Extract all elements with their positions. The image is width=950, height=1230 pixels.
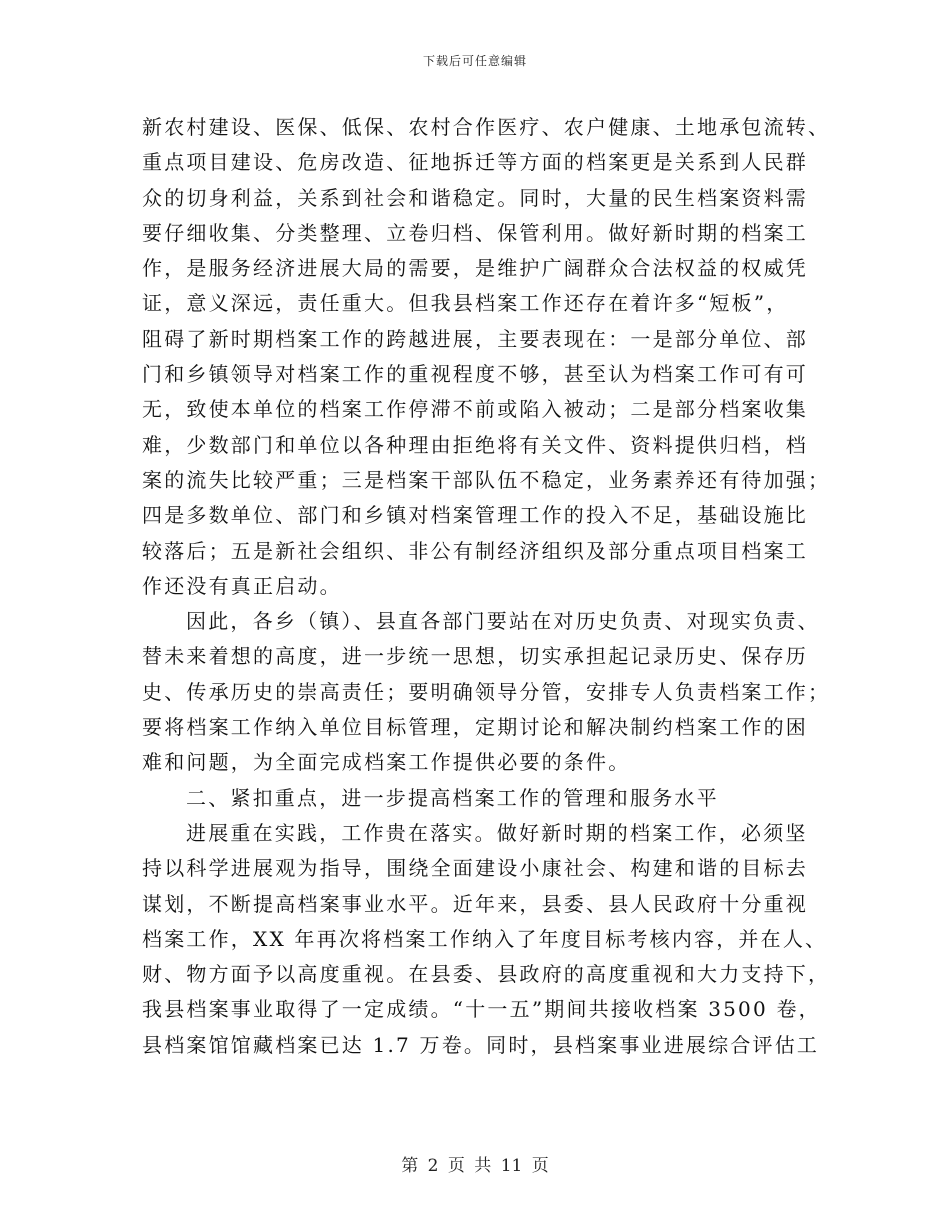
text-line: 要将档案工作纳入单位目标管理，定期讨论和解决制约档案工作的困 <box>142 715 808 740</box>
text-line: 四是多数单位、部门和乡镇对档案管理工作的投入不足，基础设施比 <box>142 503 808 528</box>
text-line: 无，致使本单位的档案工作停滞不前或陷入被动；二是部分档案收集 <box>142 397 808 422</box>
text-line: 证，意义深远，责任重大。但我县档案工作还存在着许多“短板”， <box>142 291 789 316</box>
text-line: 新农村建设、医保、低保、农村合作医疗、农户健康、土地承包流转、 <box>142 115 831 139</box>
document-body <box>142 110 831 1063</box>
text-line: 要仔细收集、分类整理、立卷归档、保管利用。做好新时期的档案工 <box>142 220 808 245</box>
page-header: 下载后可任意编辑 <box>422 54 527 68</box>
text-line: 难和问题，为全面完成档案工作提供必要的条件。 <box>142 750 631 775</box>
text-line: 案的流失比较严重；三是档案干部队伍不稳定，业务素养还有待加强； <box>142 467 831 492</box>
text-line: 持以科学进展观为指导，围绕全面建设小康社会、构建和谐的目标去 <box>142 856 808 881</box>
section-heading: 二、紧扣重点，进一步提高档案工作的管理和服务水平 <box>186 785 719 810</box>
paragraph-first-line: 因此，各乡（镇）、县直各部门要站在对历史负责、对现实负责、 <box>186 609 820 634</box>
paragraph-first-line: 进展重在实践，工作贵在落实。做好新时期的档案工作，必须坚 <box>186 820 808 845</box>
text-line: 财、物方面予以高度重视。在县委、县政府的高度重视和大力支持下， <box>142 962 831 987</box>
text-line: 较落后；五是新社会组织、非公有制经济组织及部分重点项目档案工 <box>142 538 808 563</box>
text-line: 县档案馆馆藏档案已达 1.7 万卷。同时，县档案事业进展综合评估工 <box>142 1032 820 1057</box>
text-line: 档案工作，XX 年再次将档案工作纳入了年度目标考核内容，并在人、 <box>142 926 828 951</box>
text-line: 替未来着想的高度，进一步统一思想，切实承担起记录历史、保存历 <box>142 644 808 669</box>
text-line: 难，少数部门和单位以各种理由拒绝将有关文件、资料提供归档，档 <box>142 432 808 457</box>
text-line: 阻碍了新时期档案工作的跨越进展，主要表现在：一是部分单位、部 <box>142 326 808 351</box>
text-line: 众的切身利益，关系到社会和谐稳定。同时，大量的民生档案资料需 <box>142 185 808 210</box>
text-line: 谋划，不断提高档案事业水平。近年来，县委、县人民政府十分重视 <box>142 891 808 916</box>
text-line: 作，是服务经济进展大局的需要，是维护广阔群众合法权益的权威凭 <box>142 256 808 281</box>
page-footer: 第 2 页 共 11 页 <box>401 1156 549 1176</box>
text-line: 我县档案事业取得了一定成绩。“十一五”期间共接收档案 3500 卷， <box>142 997 821 1022</box>
text-line: 门和乡镇领导对档案工作的重视程度不够，甚至认为档案工作可有可 <box>142 362 808 387</box>
text-line: 作还没有真正启动。 <box>142 573 342 598</box>
text-line: 史、传承历史的崇高责任；要明确领导分管，安排专人负责档案工作； <box>142 679 831 704</box>
text-line: 重点项目建设、危房改造、征地拆迁等方面的档案更是关系到人民群 <box>142 150 808 175</box>
